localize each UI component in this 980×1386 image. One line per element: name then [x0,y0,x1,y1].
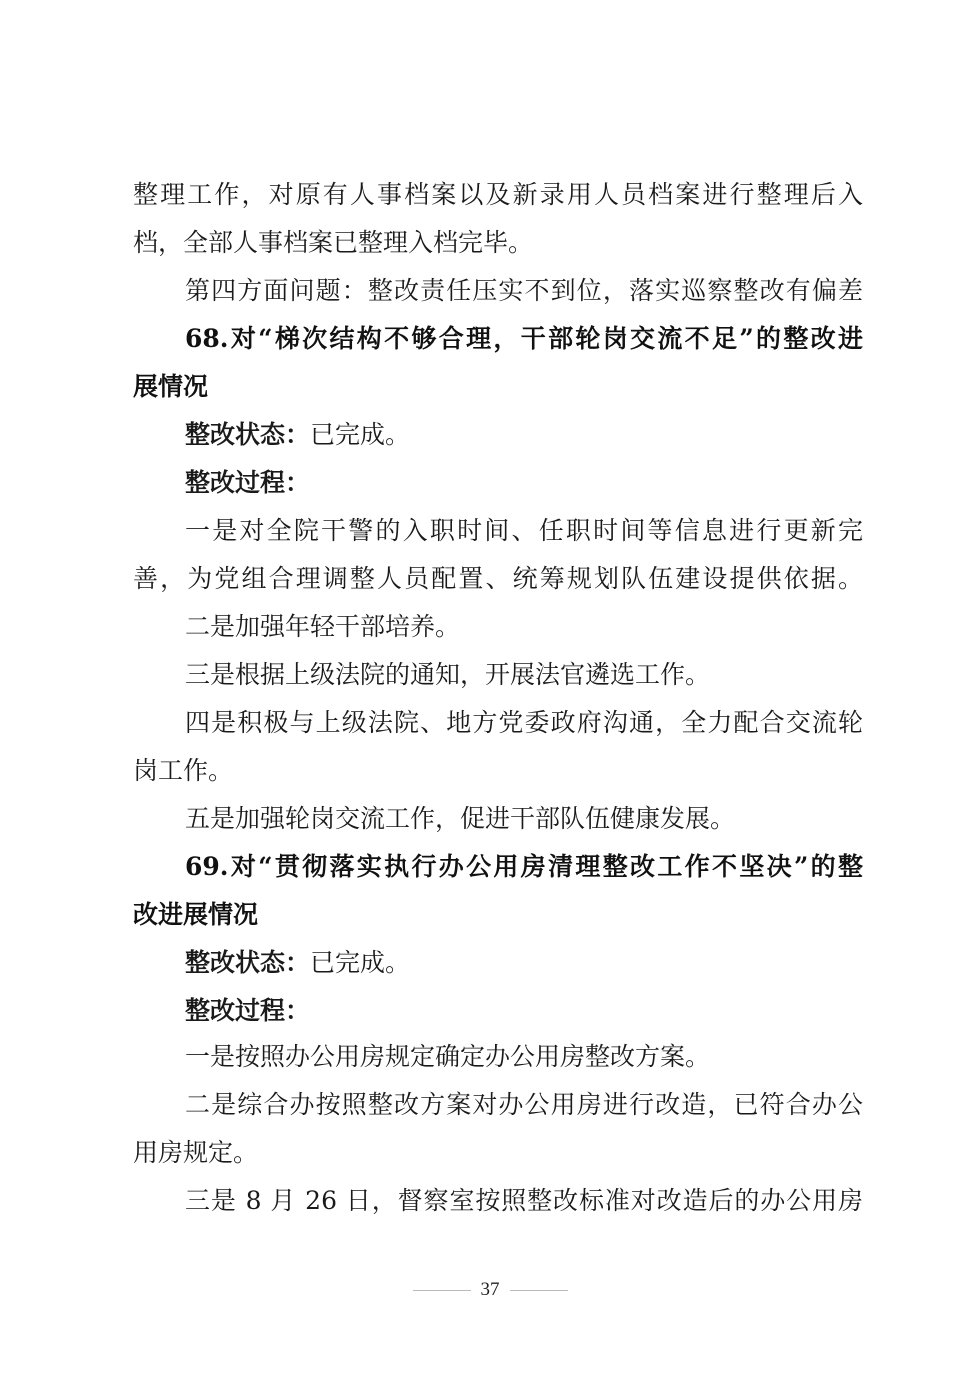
step-line: 四是积极与上级法院、地方党委政府沟通，全力配合交流轮 [185,708,863,737]
status-label: 整改状态： [185,420,311,449]
status-label: 整改状态： [185,948,311,977]
step-line: 二是加强年轻干部培养。 [185,612,461,641]
step-line: 三是 8 月 26 日，督察室按照整改标准对改造后的办公用房 [185,1186,863,1215]
step-line: 用房规定。 [133,1138,259,1167]
footer-dash-left [413,1290,471,1291]
step-line: 岗工作。 [133,756,234,785]
step-line: 善，为党组合理调整人员配置、统筹规划队伍建设提供依据。 [133,564,863,593]
status-value: 已完成。 [310,420,411,449]
status-line [185,418,863,452]
status-line [185,946,863,980]
step-line: 一是对全院干警的入职时间、任职时间等信息进行更新完 [185,516,863,545]
step-line: 二是综合办按照整改方案对办公用房进行改造，已符合办公 [185,1090,863,1119]
footer-dash-right [510,1290,568,1291]
status-value: 已完成。 [310,948,411,977]
item-69-heading-cont: 改进展情况 [133,900,259,929]
item-68-heading-cont: 展情况 [133,372,209,401]
step-line: 一是按照办公用房规定确定办公用房整改方案。 [185,1042,711,1071]
step-line: 三是根据上级法院的通知，开展法官遴选工作。 [185,660,711,689]
paragraph-line: 档，全部人事档案已整理入档完毕。 [133,228,534,257]
item-68-heading: 68.对“梯次结构不够合理，干部轮岗交流不足”的整改进 [185,324,863,353]
step-line: 五是加强轮岗交流工作，促进干部队伍健康发展。 [185,804,736,833]
page-footer [0,1279,980,1301]
page-number: 37 [480,1279,500,1300]
paragraph-line: 整理工作，对原有人事档案以及新录用人员档案进行整理后入 [133,180,863,209]
process-label: 整改过程： [185,468,311,497]
process-label: 整改过程： [185,996,311,1025]
item-69-heading: 69.对“贯彻落实执行办公用房清理整改工作不坚决”的整 [185,852,863,881]
section-heading: 第四方面问题：整改责任压实不到位，落实巡察整改有偏差 [185,276,863,305]
